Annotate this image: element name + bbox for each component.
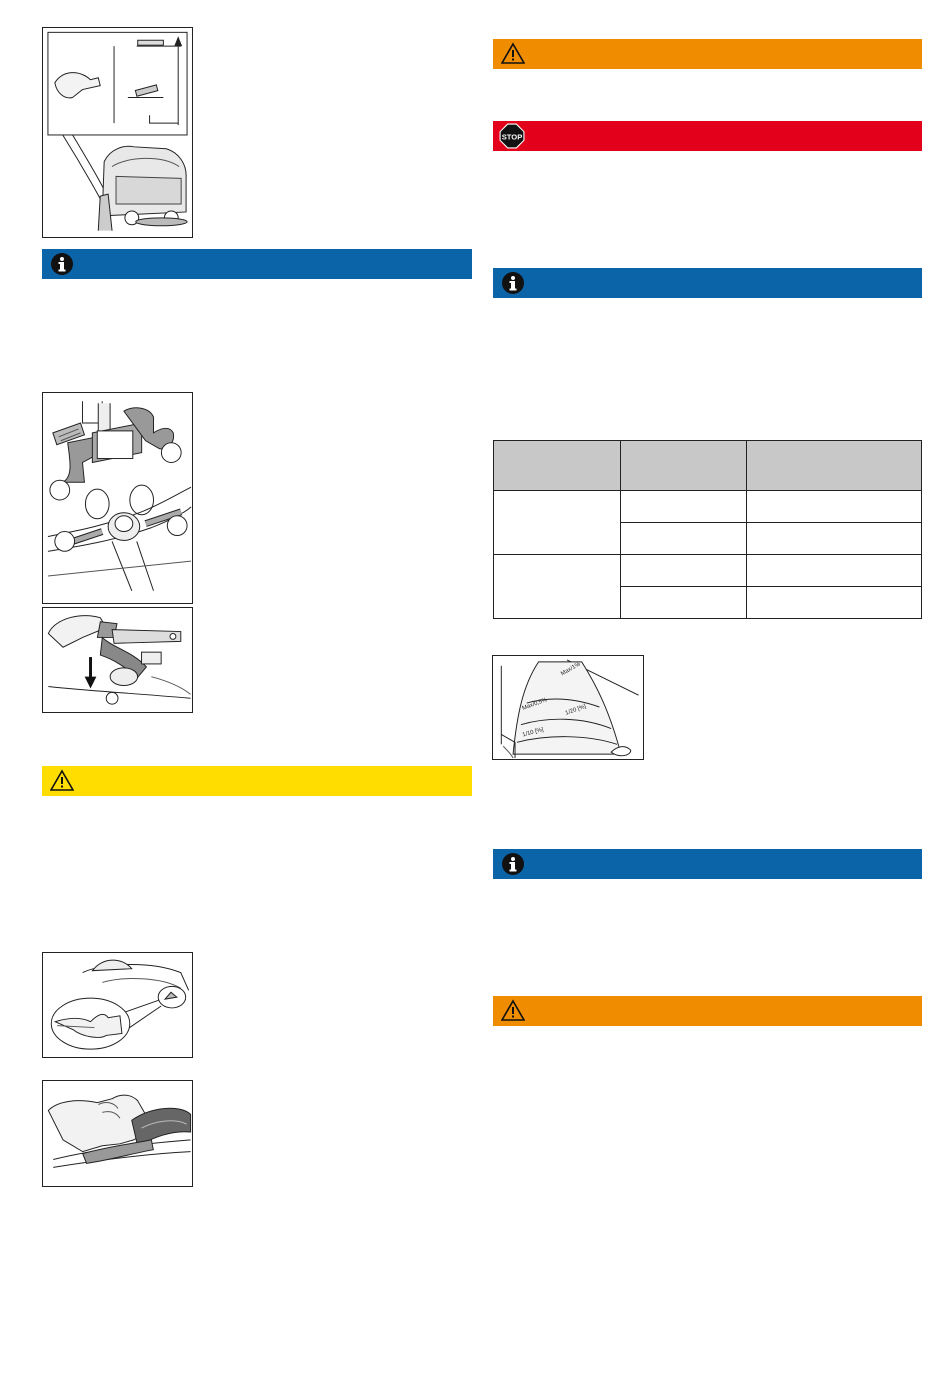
figure-squeegee-mount <box>42 392 193 604</box>
caution-banner <box>42 766 472 796</box>
info-icon <box>50 252 74 276</box>
info-icon <box>501 271 525 295</box>
info-banner <box>42 249 472 279</box>
table-header-cell <box>494 441 621 491</box>
figure-cap-detail <box>42 952 193 1058</box>
table-cell <box>747 555 922 587</box>
info-banner <box>493 849 922 879</box>
warning-banner <box>493 39 922 69</box>
figure-dosing-gauge <box>492 655 644 760</box>
warning-triangle-icon <box>501 42 525 66</box>
pedal-lift-diagram-icon <box>43 28 192 237</box>
table-group-label <box>494 555 621 619</box>
table-group-label <box>494 491 621 555</box>
squeegee-lever-press-icon <box>43 608 192 712</box>
dosing-table <box>493 440 922 619</box>
figure-pedal-diagram <box>42 27 193 238</box>
info-icon <box>501 852 525 876</box>
stop-label: STOP <box>501 132 523 142</box>
gauge-label-2: Max/0,5% <box>521 697 549 712</box>
hand-opening-cap-icon <box>43 1081 192 1186</box>
table-cell <box>621 587 747 619</box>
warning-triangle-icon <box>501 999 525 1023</box>
table-cell <box>621 491 747 523</box>
gauge-label-3: 1/20 [%] <box>564 703 587 717</box>
figure-hand-cap <box>42 1080 193 1187</box>
gauge-label-1: Max/1% <box>560 661 582 678</box>
table-row <box>494 491 922 523</box>
table-header-row <box>494 441 922 491</box>
info-banner <box>493 268 922 298</box>
stop-banner <box>493 121 922 151</box>
table-row <box>494 555 922 587</box>
gauge-label-4: 1/10 [%] <box>521 726 545 739</box>
table-cell <box>621 523 747 555</box>
table-header-cell <box>747 441 922 491</box>
dosing-gauge-icon <box>493 656 643 759</box>
table-cell <box>621 555 747 587</box>
figure-squeegee-lever <box>42 607 193 713</box>
warning-triangle-icon <box>50 769 74 793</box>
squeegee-mount-detail-icon <box>43 393 192 603</box>
table-cell <box>747 523 922 555</box>
warning-banner <box>493 996 922 1026</box>
table-cell <box>747 491 922 523</box>
table-header-cell <box>621 441 747 491</box>
detergent-cap-detail-icon <box>43 953 192 1057</box>
stop-sign-icon <box>499 123 525 149</box>
table-cell <box>747 587 922 619</box>
